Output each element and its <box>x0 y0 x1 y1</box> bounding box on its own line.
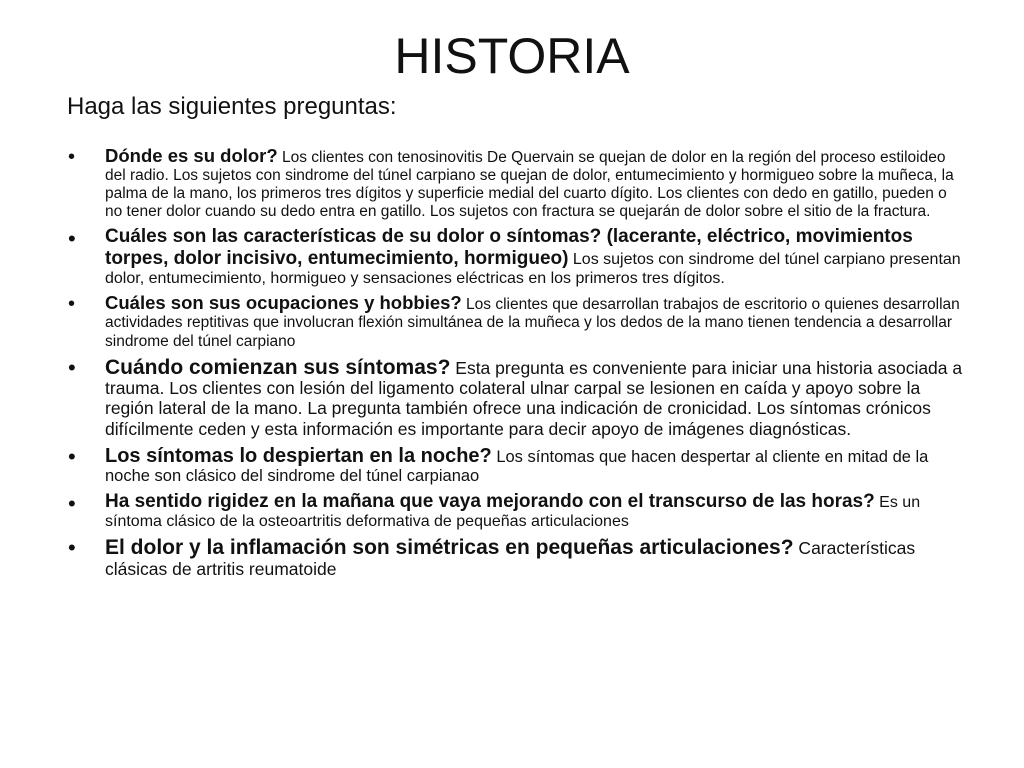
bullet-icon: • <box>68 354 76 380</box>
bullet-detail: Los síntomas que hacen despertar al cliente en mitad de la noche son clásico del sindrome del túnel carpianao <box>105 447 929 486</box>
bullet-question: Cuáles son sus ocupaciones y hobbies? <box>105 292 462 314</box>
bullet-item <box>68 356 968 440</box>
bullet-item <box>68 536 968 580</box>
bullet-icon: • <box>68 535 76 561</box>
bullet-icon: • <box>68 293 76 316</box>
slide-subtitle: Haga las siguientes preguntas: <box>67 93 397 120</box>
bullet-detail: Los sujetos con sindrome del túnel carpiano presentan dolor, entumecimiento, hormigueo y sensaciones eléctricas en los primeros tres dígitos. <box>105 251 961 287</box>
bullet-question: Ha sentido rigidez en la mañana que vaya mejorando con el transcurso de las horas? <box>105 491 875 513</box>
bullet-question: Los síntomas lo despiertan en la noche? <box>105 444 492 467</box>
bullet-icon: • <box>68 146 76 168</box>
bullet-detail: Características clásicas de artritis reumatoide <box>105 538 916 580</box>
bullet-question: Cuándo comienzan sus síntomas? <box>105 355 451 379</box>
bullet-icon: • <box>68 226 76 252</box>
bullet-detail: Es un síntoma clásico de la osteoartritis deformativa de pequeñas articulaciones <box>105 494 921 531</box>
bullet-item <box>68 445 968 487</box>
bullet-list <box>68 146 968 585</box>
slide-title: HISTORIA <box>394 28 630 84</box>
bullet-icon: • <box>68 443 76 469</box>
bullet-question: Cuáles son las características de su dolor o síntomas? (lacerante, eléctrico, movimientos torpes, dolor incisivo, entumecimiento, hormigueo) <box>105 226 913 270</box>
bullet-item <box>68 146 968 221</box>
bullet-item <box>68 226 968 288</box>
bullet-item <box>68 491 968 531</box>
bullet-question: El dolor y la inflamación son simétricas en pequeñas articulaciones? <box>105 536 794 560</box>
bullet-detail: Los clientes que desarrollan trabajos de escritorio o quienes desarrollan actividades reptitivas que involucran flexión simultánea de la muñeca y los dedos de la mano tienen tendencia a desarrollar sindrome del túnel carpiano <box>105 296 960 350</box>
bullet-icon: • <box>68 491 76 517</box>
bullet-detail: Esta pregunta es conveniente para iniciar una historia asociada a trauma. Los clientes con lesión del ligamento colateral ulnar carpal se lesionen en caída y apoyo sobre la región lateral de la mano. La pregunta también ofrece una indicación de cronicidad. Los síntomas crónicos difícilmente ceden y esta información es importante para decir apoyo de imágenes diagnósticas. <box>105 357 963 439</box>
bullet-item <box>68 293 968 350</box>
bullet-detail: Los clientes con tenosinovitis De Quervain se quejan de dolor en la región del proceso estiloideo del radio. Los sujetos con sindrome del túnel carpiano se quejan de dolor, entumecimiento y hormigueo sobre la muñeca, la palma de la mano, los primeros tres dígitos y superficie medial del cuarto dígito. Los clientes con dedo en gatillo, pueden o no tener dolor cuando su dedo entra en gatillo. Los sujetos con fractura se quejarán de dolor sobre el sitio de la fractura. <box>105 149 954 221</box>
bullet-question: Dónde es su dolor? <box>105 145 278 166</box>
